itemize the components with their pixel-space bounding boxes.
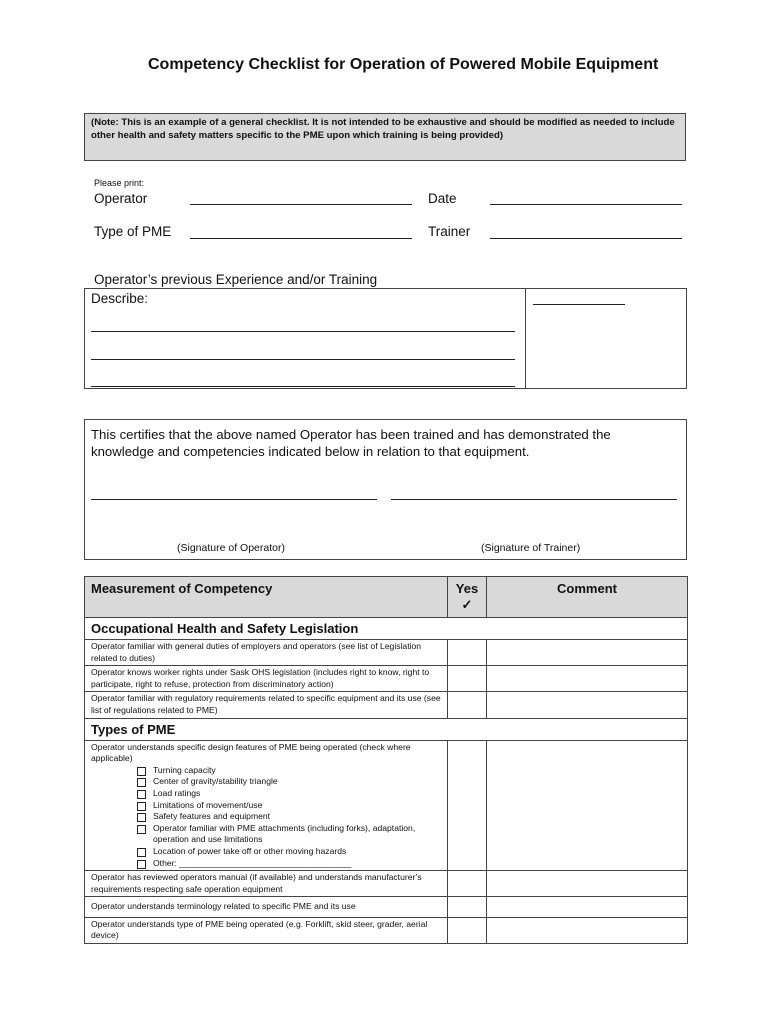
checklist-item[interactable]: Limitations of movement/use — [137, 800, 441, 812]
section-title: Types of PME — [85, 718, 688, 740]
competency-text: Operator understands terminology related to specific PME and its use — [85, 897, 448, 918]
checkmark-icon: ✓ — [461, 597, 473, 612]
comment-cell[interactable] — [487, 740, 688, 871]
competency-text: Operator knows worker rights under Sask OHS legislation (includes right to know, right to participate, right to refuse, protection from discriminatory action) — [85, 666, 448, 692]
competency-text: Operator understands type of PME being operated (e.g. Forklift, skid steer, grader, aerial device) — [85, 917, 448, 943]
checklist-item[interactable]: Safety features and equipment — [137, 811, 441, 823]
competency-text: Operator familiar with regulatory requirements related to specific equipment and its use (see list of regulations related to PME) — [85, 692, 448, 718]
experience-short-line[interactable] — [533, 304, 625, 305]
checklist-item[interactable]: Operator familiar with PME attachments (including forks), adaptation, operation and use limitations — [137, 823, 441, 846]
table-row — [85, 897, 688, 918]
table-row — [85, 917, 688, 943]
yes-cell[interactable] — [448, 666, 487, 692]
comment-cell[interactable] — [487, 640, 688, 666]
table-row — [85, 666, 688, 692]
design-features-checklist — [91, 765, 441, 869]
checklist-item[interactable]: Turning capacity — [137, 765, 441, 777]
yes-cell[interactable] — [448, 917, 487, 943]
page-title: Competency Checklist for Operation of Powered Mobile Equipment — [148, 56, 659, 73]
table-row — [85, 740, 688, 871]
competency-text — [85, 740, 448, 871]
table-row — [85, 871, 688, 897]
pme-type-label: Type of PME — [94, 224, 172, 239]
yes-cell[interactable] — [448, 640, 487, 666]
table-row — [85, 640, 688, 666]
trainer-label: Trainer — [428, 224, 471, 239]
describe-line[interactable] — [91, 359, 515, 360]
operator-label: Operator — [94, 191, 148, 206]
experience-divider — [525, 289, 526, 388]
yes-cell[interactable] — [448, 740, 487, 871]
section-header — [85, 718, 688, 740]
yes-cell[interactable] — [448, 692, 487, 718]
yes-label: Yes — [455, 581, 479, 596]
measurement-header: Measurement of Competency — [85, 577, 448, 618]
describe-line[interactable] — [91, 331, 515, 332]
note-box: (Note: This is an example of a general checklist. It is not intended to be exhaustive and should be modified as needed to include other health and safety matters specific to the PME upon which training is being provided) — [84, 113, 686, 161]
please-print-label: Please print: — [94, 178, 145, 188]
operator-field[interactable] — [190, 204, 412, 205]
competency-text: Operator familiar with general duties of employers and operators (see list of Legislation related to duties) — [85, 640, 448, 666]
experience-box — [84, 288, 687, 389]
trainer-signature-label: (Signature of Trainer) — [481, 542, 581, 554]
certification-text: This certifies that the above named Operator has been trained and has demonstrated the knowledge and competencies indicated below in relation to that equipment. — [91, 427, 611, 459]
yes-cell[interactable] — [448, 871, 487, 897]
checklist-item[interactable]: Center of gravity/stability triangle — [137, 776, 441, 788]
checklist-item[interactable]: Location of power take off or other moving hazards — [137, 846, 441, 858]
comment-cell[interactable] — [487, 666, 688, 692]
checklist-item[interactable]: Load ratings — [137, 788, 441, 800]
design-features-intro: Operator understands specific design features of PME being operated (check where applicable) — [91, 741, 411, 764]
comment-header: Comment — [487, 577, 688, 618]
experience-heading: Operator’s previous Experience and/or Training — [94, 272, 378, 287]
comment-cell[interactable] — [487, 897, 688, 918]
pme-type-field[interactable] — [190, 238, 412, 239]
yes-header — [448, 577, 487, 618]
yes-cell[interactable] — [448, 897, 487, 918]
describe-label: Describe: — [91, 291, 149, 306]
competency-text: Operator has reviewed operators manual (if available) and understands manufacturer’s requirements respecting safe operation equipment — [85, 871, 448, 897]
operator-signature-label: (Signature of Operator) — [177, 542, 285, 554]
comment-cell[interactable] — [487, 917, 688, 943]
checklist-item[interactable]: Other: ____________________________________ — [137, 858, 441, 870]
trainer-signature-line[interactable] — [391, 499, 677, 500]
competency-table — [84, 576, 688, 944]
comment-cell[interactable] — [487, 692, 688, 718]
table-header — [85, 577, 688, 618]
certification-box — [84, 419, 687, 560]
trainer-field[interactable] — [490, 238, 682, 239]
date-field[interactable] — [490, 204, 682, 205]
table-row — [85, 692, 688, 718]
section-header — [85, 618, 688, 640]
operator-signature-line[interactable] — [91, 499, 377, 500]
section-title: Occupational Health and Safety Legislation — [85, 618, 688, 640]
describe-line[interactable] — [91, 386, 515, 387]
date-label: Date — [428, 191, 457, 206]
comment-cell[interactable] — [487, 871, 688, 897]
